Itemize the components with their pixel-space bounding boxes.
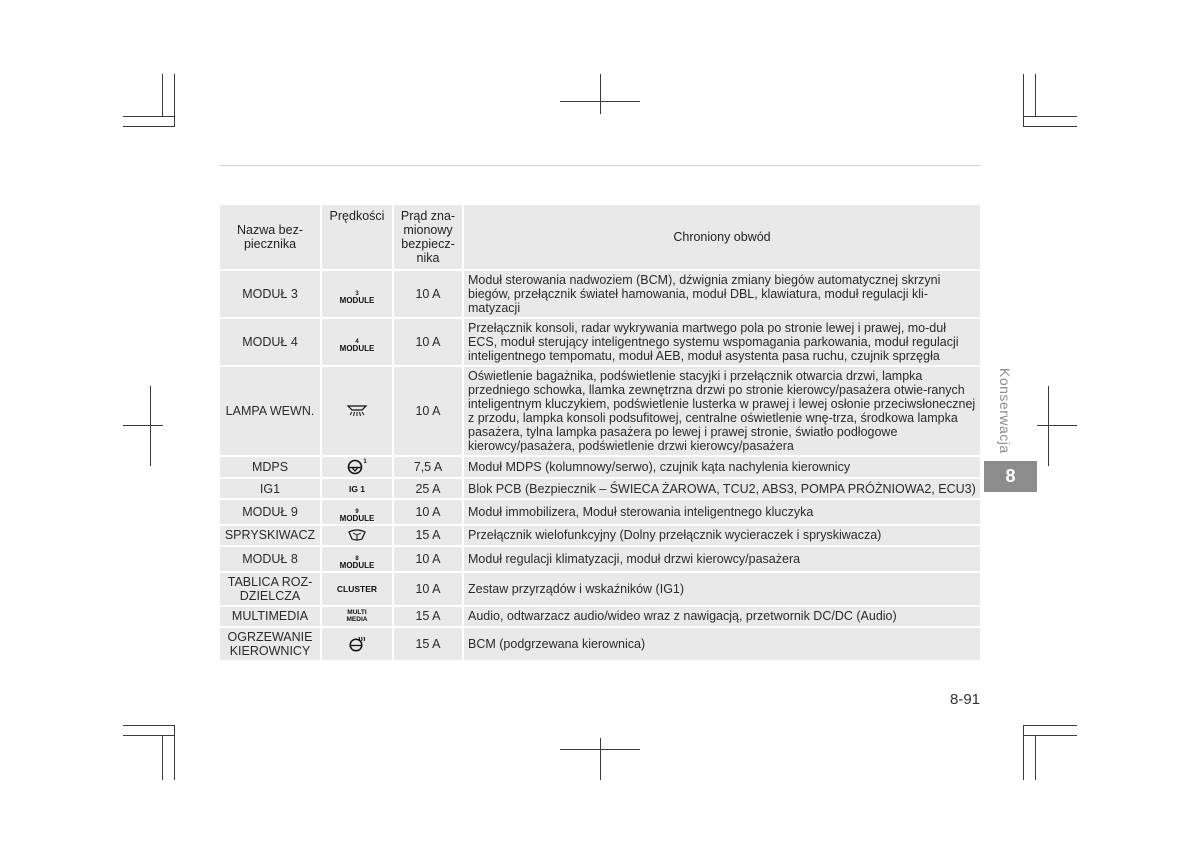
- table-row: [220, 573, 980, 605]
- header-rule: [220, 165, 980, 166]
- fuse-rating: 7,5 A: [392, 457, 462, 477]
- crop-mark: [1023, 735, 1077, 736]
- header-fuse-name: Nazwa bez- piecznika: [220, 205, 320, 269]
- table-row: [220, 526, 980, 545]
- crop-mark: [123, 725, 174, 726]
- fuse-circuit: Przełącznik konsoli, radar wykrywania martwego pola po stronie lewej i prawej, mo-duł ECS, moduł sterujący inteligentnego systemu wspomagania parkowania, moduł regulacji inteligentnego tempomatu, moduł AEB, moduł asystenta pasa ruchu, czujnik sprzęgła: [462, 319, 980, 365]
- fuse-rating: 15 A: [392, 526, 462, 545]
- fuse-rating: 10 A: [392, 271, 462, 317]
- module-9-icon: 9 MODULE: [320, 500, 392, 524]
- washer-icon: [320, 526, 392, 545]
- fuse-rating: 15 A: [392, 628, 462, 660]
- registration-mark: [123, 425, 163, 426]
- fuse-circuit: Oświetlenie bagażnika, podświetlenie stacyjki i przełącznik otwarcia drzwi, lampka przedniego schowka, llamka zewnętrzna drzwi po stronie kierowcy/pasażera otwie-ranych inteligentnym kluczykiem, podświetlenie lusterka w prawej i lewej osłonie przeciwsłonecznej z przodu, lampka konsoli podsufitowej, centralne oświetlenie wnę-trza, środkowa lampka pasażera, tylna lampka pasażera po lewej i prawej stronie, światło podłogowe kierowcy/pasażera, podświetlenie drzwi kierowcy/pasażera: [462, 367, 980, 455]
- fuse-name: MODUŁ 8: [220, 547, 320, 571]
- crop-mark: [1023, 126, 1077, 127]
- fuse-circuit: Moduł MDPS (kolumnowy/serwo), czujnik kąta nachylenia kierownicy: [462, 457, 980, 477]
- crop-mark: [1023, 725, 1024, 780]
- fuse-name: IG1: [220, 479, 320, 498]
- crop-mark: [123, 126, 174, 127]
- crop-mark: [123, 735, 174, 736]
- crop-mark: [1035, 74, 1036, 117]
- ig1-icon: IG 1: [320, 479, 392, 498]
- fuse-rating: 10 A: [392, 547, 462, 571]
- registration-mark: [600, 74, 601, 114]
- chapter-number-tab: [984, 461, 1037, 492]
- fuse-name: MULTIMEDIA: [220, 607, 320, 626]
- fuse-rating: 10 A: [392, 319, 462, 365]
- fuse-circuit: Blok PCB (Bezpiecznik – ŚWIECA ŻAROWA, TCU2, ABS3, POMPA PRÓŻNIOWA2, ECU3): [462, 479, 980, 498]
- table-row: [220, 628, 980, 660]
- registration-mark: [1048, 386, 1049, 466]
- multimedia-icon: MULTI MEDIA: [320, 607, 392, 626]
- fuse-name: MODUŁ 3: [220, 271, 320, 317]
- table-header-row: [220, 205, 980, 269]
- page-number: 8-91: [950, 691, 981, 708]
- table-row: [220, 547, 980, 571]
- module-4-icon: 4 MODULE: [320, 319, 392, 365]
- fuse-circuit: Przełącznik wielofunkcyjny (Dolny przełącznik wycieraczek i spryskiwacza): [462, 526, 980, 545]
- fuse-circuit: Moduł sterowania nadwoziem (BCM), dźwignia zmiany biegów automatycznej skrzyni biegów, przełącznik świateł hamowania, moduł DBL, klawiatura, moduł regulacji kli-matyzacji: [462, 271, 980, 317]
- crop-mark: [123, 116, 174, 117]
- heated-steering-icon: [320, 628, 392, 660]
- crop-mark: [162, 735, 163, 780]
- fuse-name: LAMPA WEWN.: [220, 367, 320, 455]
- fuse-name: MODUŁ 9: [220, 500, 320, 524]
- fuse-rating: 10 A: [392, 573, 462, 605]
- section-label: Konserwacja: [997, 368, 1013, 454]
- fuse-rating: 25 A: [392, 479, 462, 498]
- table-row: [220, 500, 980, 524]
- crop-mark: [1035, 735, 1036, 780]
- crop-mark: [1023, 725, 1077, 726]
- table-row: [220, 457, 980, 477]
- table-row: [220, 271, 980, 317]
- table-row: [220, 367, 980, 455]
- fuse-name: TABLICA ROZ- DZIELCZA: [220, 573, 320, 605]
- fuse-circuit: BCM (podgrzewana kierownica): [462, 628, 980, 660]
- crop-mark: [162, 74, 163, 117]
- cluster-icon: CLUSTER: [320, 573, 392, 605]
- fuse-rating: 10 A: [392, 500, 462, 524]
- table-row: [220, 607, 980, 626]
- module-8-icon: 8 MODULE: [320, 547, 392, 571]
- interior-lamp-icon: [320, 367, 392, 455]
- steering-assist-icon: 1: [320, 457, 392, 477]
- fuse-table: [220, 203, 980, 662]
- chapter-number: 8: [1005, 466, 1016, 486]
- fuse-circuit: Moduł immobilizera, Moduł sterowania inteligentnego kluczyka: [462, 500, 980, 524]
- fuse-name: SPRYSKIWACZ: [220, 526, 320, 545]
- registration-mark: [600, 738, 601, 780]
- crop-mark: [174, 74, 175, 127]
- crop-mark: [174, 725, 175, 780]
- header-symbol: Prędkości: [320, 205, 392, 269]
- crop-mark: [1023, 74, 1024, 127]
- fuse-rating: 15 A: [392, 607, 462, 626]
- table-row: [220, 319, 980, 365]
- header-rated-current: Prąd zna- mionowy bezpiecz- nika: [392, 205, 462, 269]
- header-protected-circuit: Chroniony obwód: [462, 205, 980, 269]
- fuse-name: MODUŁ 4: [220, 319, 320, 365]
- fuse-circuit: Zestaw przyrządów i wskaźników (IG1): [462, 573, 980, 605]
- fuse-circuit: Audio, odtwarzacz audio/wideo wraz z nawigacją, przetwornik DC/DC (Audio): [462, 607, 980, 626]
- crop-mark: [1023, 116, 1077, 117]
- registration-mark: [150, 386, 151, 466]
- fuse-rating: 10 A: [392, 367, 462, 455]
- module-3-icon: 3 MODULE: [320, 271, 392, 317]
- table-row: [220, 479, 980, 498]
- registration-mark: [1037, 425, 1077, 426]
- fuse-name: MDPS: [220, 457, 320, 477]
- fuse-name: OGRZEWANIE KIEROWNICY: [220, 628, 320, 660]
- fuse-circuit: Moduł regulacji klimatyzacji, moduł drzwi kierowcy/pasażera: [462, 547, 980, 571]
